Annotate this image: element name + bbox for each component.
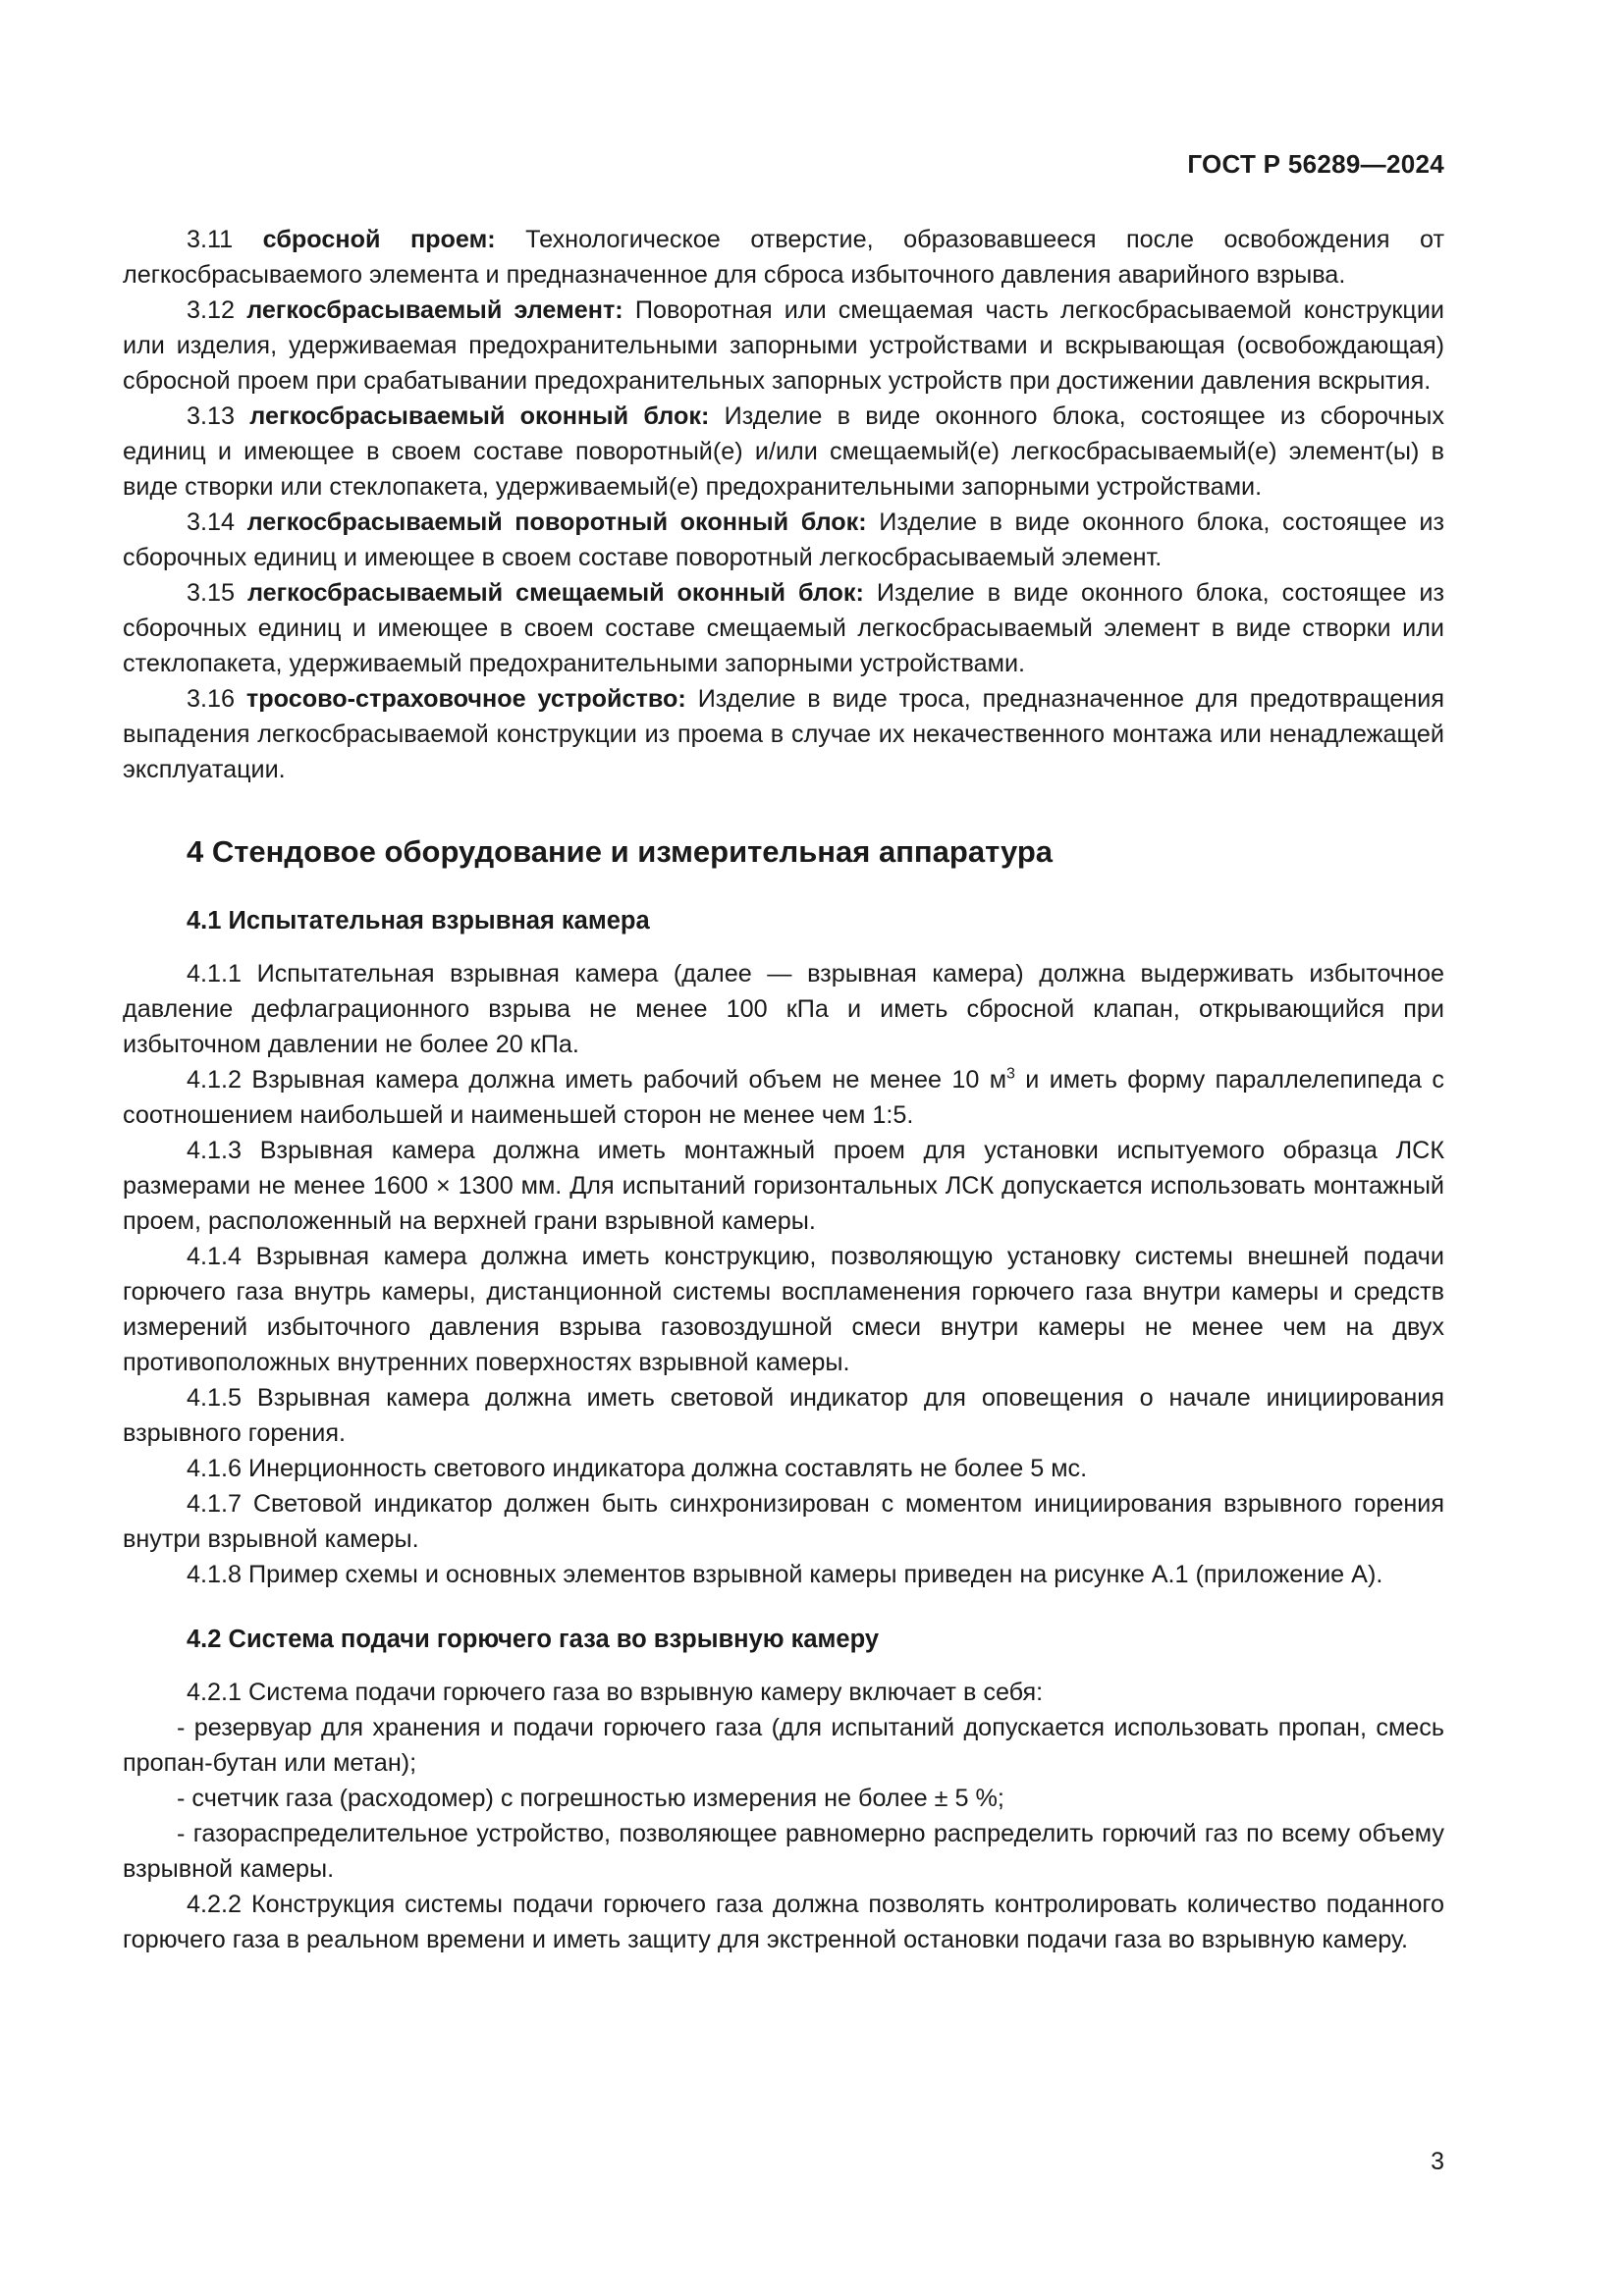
paragraph: 4.1.1 Испытательная взрывная камера (далее — взрывная камера) должна выдерживать избыточное давление дефлаграционного взрыва не менее 100 кПа и иметь сбросной клапан, открывающийся при избыточном давлении не более 20 кПа. — [123, 960, 1444, 1058]
term-number: 3.11 — [187, 226, 234, 253]
term-name: легкосбрасываемый поворотный оконный блок: — [246, 508, 867, 536]
paragraph: 4.1.8 Пример схемы и основных элементов взрывной камеры приведен на рисунке А.1 (приложение А). — [187, 1561, 1383, 1588]
paragraph: 4.1.4 Взрывная камера должна иметь конструкцию, позволяющую установку системы внешней подачи горючего газа внутрь камеры, дистанционной системы воспламенения горючего газа внутри камеры и средств измерений избыточного давления взрыва газовоздушной смеси внутри камеры не менее чем на двух противоположных внутренних поверхностях взрывной камеры. — [123, 1243, 1444, 1376]
list-item: - счетчик газа (расходомер) с погрешностью измерения не более ± 5 %; — [177, 1785, 1004, 1812]
term-number: 3.13 — [187, 402, 236, 430]
list-item: - газораспределительное устройство, позволяющее равномерно распределить горючий газ по всему объему взрывной камеры. — [123, 1820, 1444, 1883]
term-text: Изделие в виде оконного блока, состоящее из сборочных единиц и имеющее в своем составе поворотный(е) и/или смещаемый(е) легкосбрасываемый(е) элемент(ы) в виде створки или стеклопакета, удерживаемый(е) предохранительными запорными устройствами. — [123, 402, 1445, 501]
page-content — [123, 222, 1444, 1957]
paragraph: 4.2.2 Конструкция системы подачи горючего газа должна позволять контролировать количество поданного горючего газа в реальном времени и иметь защиту для экстренной остановки подачи газа во взрывную камеру. — [123, 1891, 1444, 1953]
term-name: тросово-страховочное устройство: — [245, 685, 686, 713]
term-number: 3.16 — [187, 685, 236, 713]
paragraph: 4.1.5 Взрывная камера должна иметь световой индикатор для оповещения о начале инициирования взрывного горения. — [123, 1384, 1444, 1447]
term-definition — [123, 505, 1444, 575]
term-text: Технологическое отверстие, образовавшееся после освобождения от легкосбрасываемого элемента и предназначенное для сброса избыточного давления аварийного взрыва. — [123, 226, 1445, 289]
term-text: Изделие в виде троса, предназначенное для предотвращения выпадения легкосбрасываемой конструкции из проема в случае их некачественного монтажа или ненадлежащей эксплуатации. — [123, 685, 1445, 783]
term-definition — [123, 399, 1444, 505]
subsection-heading: 4.1 Испытательная взрывная камера — [187, 907, 650, 934]
list-item: - резервуар для хранения и подачи горючего газа (для испытаний допускается использовать пропан, смесь пропан-бутан или метан); — [123, 1714, 1444, 1777]
term-text: Изделие в виде оконного блока, состоящее из сборочных единиц и имеющее в своем составе поворотный легкосбрасываемый элемент. — [123, 508, 1445, 571]
paragraph: 4.1.3 Взрывная камера должна иметь монтажный проем для установки испытуемого образца ЛСК размерами не менее 1600 × 1300 мм. Для испытаний горизонтальных ЛСК допускается использовать монтажный проем, расположенный на верхней грани взрывной камеры. — [123, 1137, 1444, 1235]
standard-header: ГОСТ Р 56289—2024 — [1187, 149, 1444, 179]
term-definition — [123, 222, 1444, 293]
term-definition — [123, 575, 1444, 681]
term-list — [123, 222, 1444, 787]
term-number: 3.14 — [187, 508, 236, 536]
paragraph: 4.2.1 Система подачи горючего газа во взрывную камеру включает в себя: — [187, 1679, 1044, 1706]
page-number: 3 — [1431, 2148, 1444, 2175]
term-text: Изделие в виде оконного блока, состоящее из сборочных единиц и имеющее в своем составе смещаемый легкосбрасываемый элемент в виде створки или стеклопакета, удерживаемый предохранительными запорными устройствами. — [123, 579, 1445, 677]
term-name: легкосбрасываемый оконный блок: — [249, 402, 710, 430]
term-name: легкосбрасываемый элемент: — [246, 296, 623, 324]
text: и иметь форму параллелепипеда с соотношением наибольшей и наименьшей сторон не менее чем 1:5. — [123, 1066, 1444, 1129]
text: 4.1.2 Взрывная камера должна иметь рабочий объем не менее 10 м — [187, 1066, 1007, 1094]
section-heading: 4 Стендовое оборудование и измерительная аппаратура — [187, 834, 1054, 869]
term-definition — [123, 293, 1444, 399]
term-number: 3.15 — [187, 579, 236, 607]
term-number: 3.12 — [187, 296, 236, 324]
paragraph: 4.1.6 Инерционность светового индикатора должна составлять не более 5 мс. — [187, 1455, 1088, 1482]
paragraph: 4.1.7 Световой индикатор должен быть синхронизирован с моментом инициирования взрывного горения внутри взрывной камеры. — [123, 1490, 1444, 1553]
term-text: Поворотная или смещаемая часть легкосбрасываемой конструкции или изделия, удерживаемая предохранительными запорными устройствами и вскрывающая (освобождающая) сбросной проем при срабатывании предохранительных запорных устройств при достижении давления вскрытия. — [123, 296, 1444, 395]
subsection-heading: 4.2 Система подачи горючего газа во взрывную камеру — [187, 1626, 880, 1653]
term-name: сбросной проем: — [262, 226, 496, 253]
term-name: легкосбрасываемый смещаемый оконный блок: — [247, 579, 864, 607]
paragraph — [123, 1062, 1444, 1133]
term-definition — [123, 681, 1444, 787]
superscript: 3 — [1006, 1065, 1015, 1083]
